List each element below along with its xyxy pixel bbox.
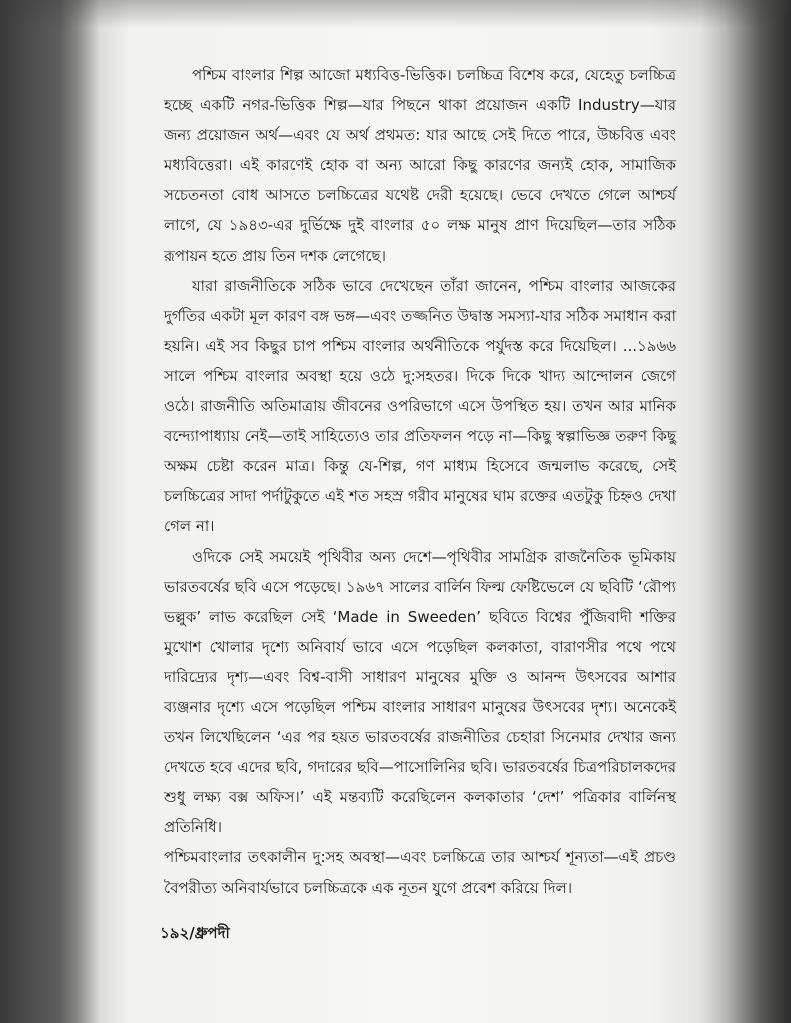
paragraph-1: পশ্চিম বাংলার শিল্প আজো মধ্যবিত্ত-ভিত্তিক। চলচ্চিত্র বিশেষ করে, যেহেতু চলচ্চিত্র হচ্ছে একটি নগর-ভিত্তিক শিল্প—যার পিছনে থাকা প্রয়োজন একটি Industry—যার জন্য প্রয়োজন অর্থ—এবং যে অর্থ প্রথমত: যার আছে সেই দিতে পারে, উচ্চবিত্ত এবং মধ্যবিত্তেরা। এই কারণেই হোক বা অন্য আরো কিছু কারণের জন্যই হোক, সামাজিক সচেতনতা বোধ আসতে চলচ্চিত্রের যথেষ্ট দেরী হয়েছে। ভেবে দেখতে গেলে আশ্চর্য লাগে, যে ১৯৪৩-এর দুর্ভিক্ষে দুই বাংলার ৫০ লক্ষ মানুষ প্রাণ দিয়েছিল—তার সঠিক রূপায়ন হতে প্রায় তিন দশক লেগেছে।	[164, 66, 676, 265]
page-number-footer: ১৯২/ধ্রুপদী	[160, 924, 230, 942]
paragraph-2: যারা রাজনীতিকে সঠিক ভাবে দেখেছেন তাঁরা জানেন, পশ্চিম বাংলার আজকের দুর্গতির একটা মূল কারণ বঙ্গ ভঙ্গ—এবং তজ্জনিত উদ্বাস্ত সমস্যা-যার সঠিক সমাধান করা হয়নি। এই সব কিছুর চাপ পশ্চিম বাংলার অর্থনীতিকে পর্যুদস্ত করে দিয়েছিল। ...১৯৬৬ সালে পশ্চিম বাংলার অবস্থা হয়ে ওঠে দু:সহতর। দিকে দিকে খাদ্য আন্দোলন জেগে ওঠে। রাজনীতি অতিমাত্রায় জীবনের ওপরিভাগে এসে উপস্থিত হয়। তখন আর মানিক বন্দ্যোপাধ্যায় নেই—তাই সাহিত্যেও তার প্রতিফলন পড়ে না—কিছু স্বল্পাভিজ্ঞ তরুণ কিছু অক্ষম চেষ্টা করেন মাত্র। কিন্তু যে-শিল্প, গণ মাধ্যম হিসেবে জন্মলাভ করেছে, সেই চলচ্চিত্রের সাদা পর্দাটুকুতে এই শত সহস্র গরীব মানুষের ঘাম রক্তের এতটুকু চিহ্নও দেখা গেল না।	[164, 276, 676, 536]
body-text	[164, 60, 676, 903]
scan-shadow	[0, 0, 791, 28]
paragraph-4: পশ্চিমবাংলার তৎকালীন দু:সহ অবস্থা—এবং চলচ্চিত্রে তার আশ্চর্য শূন্যতা—এই প্রচণ্ড বৈপরীত্য অনিবার্যভাবে চলচ্চিত্রকে এক নূতন যুগে প্রবেশ করিয়ে দিল।	[164, 848, 676, 897]
paragraph-3: ওদিকে সেই সময়েই পৃথিবীর অন্য দেশে—পৃথিবীর সামগ্রিক রাজনৈতিক ভূমিকায় ভারতবর্ষের ছবি এসে পড়েছে। ১৯৬৭ সালের বার্লিন ফিল্ম ফেষ্টিভেলে যে ছবিটি ‘রৌপ্য ভল্লুক’ লাভ করেছিল সেই ‘Made in Sweeden’ ছবিতে বিশ্বের পুঁজিবাদী শক্তির মুখোশ খোলার দৃশ্যে অনিবার্য ভাবে এসে পড়েছিল কলকাতা, বারাণসীর পথে পথে দারিদ্র্যের দৃশ্য—এবং বিশ্ব-বাসী সাধারণ মানুষের মুক্তি ও আনন্দ উৎসবের আশার ব্যঞ্জনার দৃশ্যে এসে পড়েছিল পশ্চিম বাংলার সাধারণ মানুষের উৎসবের দৃশ্য। অনেকেই তখন লিখেছিলেন ‘এর পর হয়ত ভারতবর্ষের রাজনীতির চেহারা সিনেমার দেখার জন্য দেখতে হবে এদের ছবি, গদারের ছবি—পাসোলিনির ছবি। ভারতবর্ষের চিত্রপরিচালকদের শুধু লক্ষ্য বক্স অফিস।’ এই মন্তব্যটি করেছিলেন কলকাতার ‘দেশ’ পত্রিকার বার্লিনস্থ প্রতিনিধি।	[164, 547, 676, 837]
